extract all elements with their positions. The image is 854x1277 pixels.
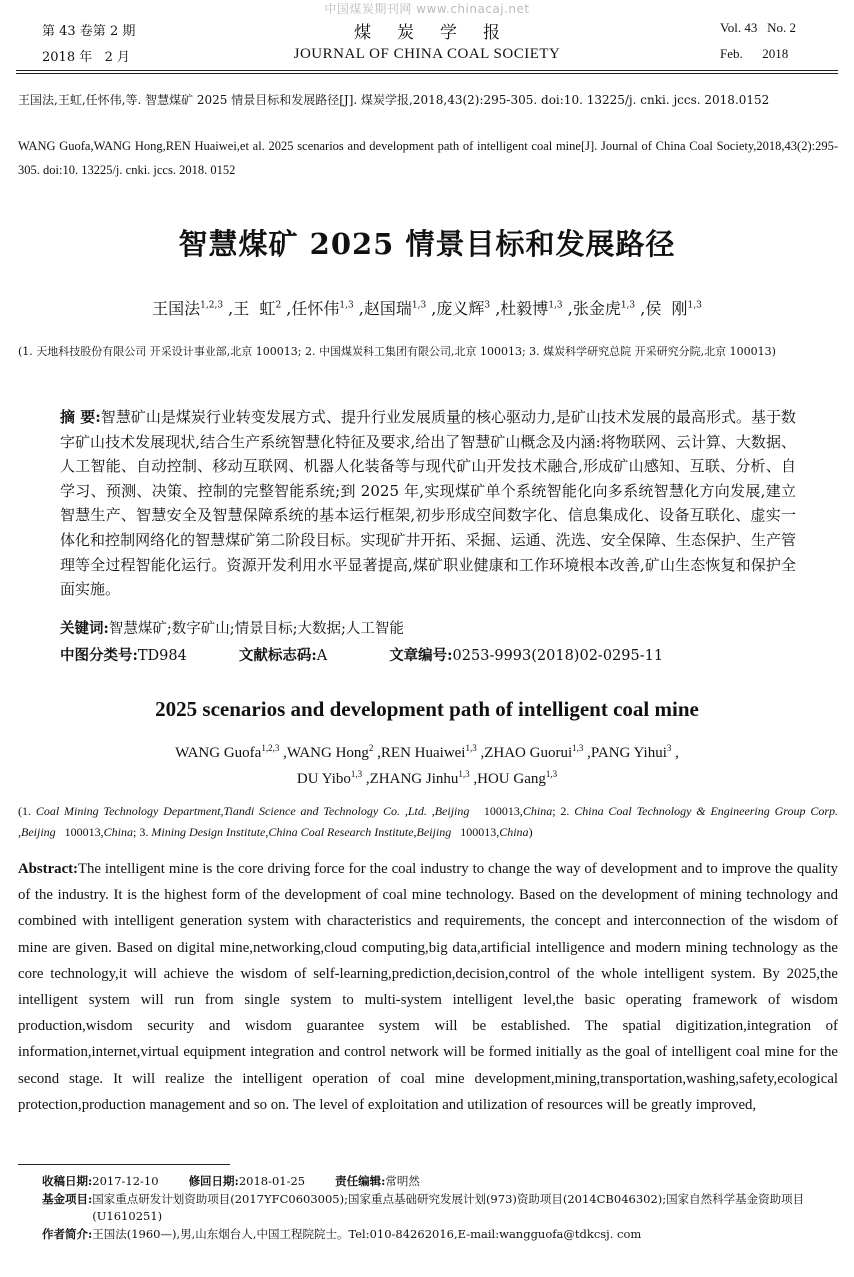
author-cn-name: 王 虹 xyxy=(233,299,276,318)
author-separator: , xyxy=(426,299,437,318)
affiliations-cn: (1. 天地科技股份有限公司 开采设计事业部,北京 100013; 2. 中国煤炭科工集团有限公司,北京 100013; 3. 煤炭科学研究总院 开采研究分院,北京 100013) xyxy=(18,345,776,358)
author-bio-value: 王国法(1960—),男,山东烟台人,中国工程院院士。Tel:010-84262016,E-mail:wangguofa@tdkcsj. com xyxy=(92,1227,642,1241)
keywords-cn-label: 关键词: xyxy=(60,620,109,637)
author-cn-name: 杜毅博 xyxy=(500,299,549,318)
affil-en-italic: China xyxy=(103,825,134,839)
classification-line xyxy=(60,644,820,665)
author-en-name: DU Yibo xyxy=(296,771,351,787)
article-number-value: 0253-9993(2018)02-0295-11 xyxy=(452,648,664,664)
author-cn-affil-sup: 1,3 xyxy=(620,300,636,311)
author-cn-name: 侯 刚 xyxy=(645,299,688,318)
footnote-rule xyxy=(18,1164,230,1165)
author-en-affil-sup: 1,3 xyxy=(572,743,584,753)
editor-label: 责任编辑: xyxy=(335,1174,386,1188)
journal-title-cn: 煤炭学报 xyxy=(354,23,526,43)
watermark: 中国煤炭期刊网 www.chinacaj.net xyxy=(324,2,530,16)
affil-en-text: 100013, xyxy=(55,825,104,839)
citation-en: WANG Guofa,WANG Hong,REN Huaiwei,et al. 2025 scenarios and development path of intelligent coal mine[J]. Journal of China Coal Society,2018,43(2):295-305. doi:10. 13225/j. cnki. jccs. 2018. 0152 xyxy=(18,139,838,177)
affil-en-text: ) xyxy=(528,825,533,839)
received-value: 2017-12-10 xyxy=(92,1174,159,1188)
fund-label: 基金项目: xyxy=(42,1192,93,1206)
fund-value: 国家重点研发计划资助项目(2017YFC0603005);国家重点基础研究发展计划(973)资助项目(2014CB046302);国家自然科学基金资助项目(U1610251) xyxy=(92,1192,805,1223)
author-separator: , xyxy=(281,299,292,318)
keywords-cn xyxy=(60,617,796,638)
doc-code-value: A xyxy=(316,648,328,664)
keywords-cn-text: 智慧煤矿;数字矿山;情景目标;大数据;人工智能 xyxy=(108,621,404,637)
affil-en-text: (1. xyxy=(18,804,36,818)
clc-label: 中图分类号: xyxy=(60,647,138,664)
author-en-affil-sup: 1,3 xyxy=(458,769,470,779)
authors-en xyxy=(0,740,854,792)
abstract-cn-label: 摘 要: xyxy=(60,408,101,426)
author-cn-name: 任怀伟 xyxy=(291,299,340,318)
affil-en-italic: Mining Design Institute,China Coal Research Institute,Beijing xyxy=(151,825,452,839)
author-cn-affil-sup: 1,3 xyxy=(411,300,427,311)
journal-title-en: JOURNAL OF CHINA COAL SOCIETY xyxy=(293,46,561,62)
author-cn-affil-sup: 1,3 xyxy=(548,300,563,311)
header-volume-cn: 第 43 卷第 2 期 xyxy=(42,24,136,39)
header-volume-en: Vol. 43 No. 2 xyxy=(720,20,796,35)
author-separator: , xyxy=(583,745,591,761)
footnote-author xyxy=(42,1226,838,1243)
author-cn-affil-sup: 1,3 xyxy=(339,300,354,311)
article-title-en: 2025 scenarios and development path of intelligent coal mine xyxy=(155,697,699,721)
author-separator: , xyxy=(223,299,234,318)
author-cn-affil-sup: 1,3 xyxy=(687,300,702,311)
author-cn-name: 王国法 xyxy=(152,299,201,318)
author-separator: , xyxy=(353,299,364,318)
author-cn-name: 张金虎 xyxy=(572,299,621,318)
clc-value: TD984 xyxy=(137,648,187,664)
author-en-name: WANG Hong xyxy=(286,745,369,761)
author-cn-affil-sup: 2 xyxy=(275,300,282,311)
revised-label: 修回日期: xyxy=(188,1174,239,1188)
affil-en-text: 100013, xyxy=(451,825,500,839)
author-separator: , xyxy=(469,771,478,787)
abstract-en xyxy=(18,856,838,1118)
affil-en-italic: China xyxy=(499,825,529,839)
author-separator: , xyxy=(476,745,485,761)
author-separator: , xyxy=(279,745,287,761)
author-en-affil-sup: 1,3 xyxy=(465,743,477,753)
author-cn-affil-sup: 3 xyxy=(484,300,491,311)
abstract-en-text: The intelligent mine is the core driving force for the coal industry to change the way of development and to improve the quality of the industry. It is the highest form of the development of coal mine technology. Based on the development of mining technology and combined with intelligent generation system with characteristics and requirements, the concept and interconnection of the wisdom of mine are given. Based on digital mine,networking,cloud computing,big data,artificial intelligence and modern mining technology as the core technology,it will achieve the wisdom of self-learning,prediction,decision,control of the whole intelligent system. By 2025,the intelligent system will run from single system to multi-system intelligent level,the basic operating framework of wisdom production,wisdom security and wisdom guarantee system will be established. The spatial digitization,integration of information,internet,virtual equipment integration and control network will be formed initially as the goal of intelligent coal mine for the second stage. It will realize the intelligent operation of coal mine development,mining,transportation,washing,safety,ecological protection,production management and so on. The level of exploitation and utilization of resources will be greatly improved, xyxy=(18,861,838,1113)
authors-cn xyxy=(0,296,854,319)
author-en-name: HOU Gang xyxy=(477,771,546,787)
abstract-cn-text: 智慧矿山是煤炭行业转变发展方式、提升行业发展质量的核心驱动力,是矿山技术发展的最高形式。基于数字矿山技术发展现状,结合生产系统智慧化特征及要求,给出了智慧矿山概念及内涵:将物联网、云计算、大数据、人工智能、自动控制、移动互联网、机器人化装备等与现代矿山开发技术融合,形成矿山感知、互联、分析、自学习、预测、决策、控制的完整智能系统;到 2025 年,实现煤矿单个系统智能化向多系统智慧化方向发展,建立智慧生产、智慧安全及智慧保障系统的基本运行框架,初步形成空间数字化、信息集成化、设备互联化、虚实一体化和控制网络化的智慧煤矿第二阶段目标。实现矿井开拓、采掘、运通、洗选、安全保障、生态保护、生产管理等全过程智能化运行。资源开发利用水平显著提高,煤矿职业健康和工作环境根本改善,矿山生态恢复和保护全面实施。 xyxy=(60,408,796,599)
header-date-cn: 2018 年 2 月 xyxy=(42,50,131,65)
affil-en-italic: China Coal Technology & Engineering Group Corp. ,Beijing xyxy=(18,804,838,839)
article-number-label: 文章编号: xyxy=(389,647,453,664)
author-cn-affil-sup: 1,2,3 xyxy=(200,300,224,311)
authors-en-line1 xyxy=(0,740,854,766)
footnote-dates xyxy=(42,1173,838,1190)
author-separator: , xyxy=(490,299,501,318)
doc-code-label: 文献标志码: xyxy=(238,647,317,664)
authors-en-line2 xyxy=(0,766,854,792)
affil-en-text: ; 2. xyxy=(552,804,575,818)
author-en-name: WANG Guofa xyxy=(175,745,262,761)
author-separator: , xyxy=(373,745,381,761)
author-en-affil-sup: 2 xyxy=(368,743,374,753)
author-cn-name: 庞义辉 xyxy=(436,299,485,318)
abstract-cn xyxy=(60,405,796,602)
affiliations-en xyxy=(18,801,838,843)
affil-en-text: 100013, xyxy=(469,804,523,818)
author-en-affil-sup: 1,2,3 xyxy=(261,743,280,753)
author-separator: , xyxy=(635,299,646,318)
author-bio-label: 作者简介: xyxy=(42,1227,93,1241)
revised-value: 2018-01-25 xyxy=(238,1174,306,1188)
author-en-name: PANG Yihui xyxy=(590,745,667,761)
author-separator: , xyxy=(671,745,679,761)
author-en-name: ZHANG Jinhu xyxy=(369,771,459,787)
author-en-name: REN Huaiwei xyxy=(380,745,466,761)
article-title-cn: 智慧煤矿 2025 情景目标和发展路径 xyxy=(178,227,676,261)
affil-en-italic: Coal Mining Technology Department,Tiandi Science and Technology Co. ,Ltd. ,Beijing xyxy=(35,804,470,818)
header-rule-top xyxy=(16,70,838,71)
author-separator: , xyxy=(562,299,573,318)
author-en-affil-sup: 1,3 xyxy=(545,769,558,779)
author-cn-name: 赵国瑞 xyxy=(363,299,412,318)
author-en-name: ZHAO Guorui xyxy=(484,745,573,761)
editor-value: 常明然 xyxy=(385,1174,420,1188)
header-date-en: Feb. 2018 xyxy=(720,46,789,61)
affil-en-text: ; 3. xyxy=(133,825,152,839)
footnote-fund xyxy=(42,1191,838,1225)
author-en-affil-sup: 3 xyxy=(666,743,672,753)
abstract-en-label: Abstract: xyxy=(18,861,78,877)
citation-cn: 王国法,王虹,任怀伟,等. 智慧煤矿 2025 情景目标和发展路径[J]. 煤炭学报,2018,43(2):295-305. doi:10. 13225/j. cnki. jccs. 2018.0152 xyxy=(18,93,770,107)
author-separator: , xyxy=(362,771,370,787)
author-en-affil-sup: 1,3 xyxy=(350,769,363,779)
header-rule-bottom xyxy=(16,73,838,74)
received-label: 收稿日期: xyxy=(42,1174,93,1188)
affil-en-italic: China xyxy=(522,804,553,818)
